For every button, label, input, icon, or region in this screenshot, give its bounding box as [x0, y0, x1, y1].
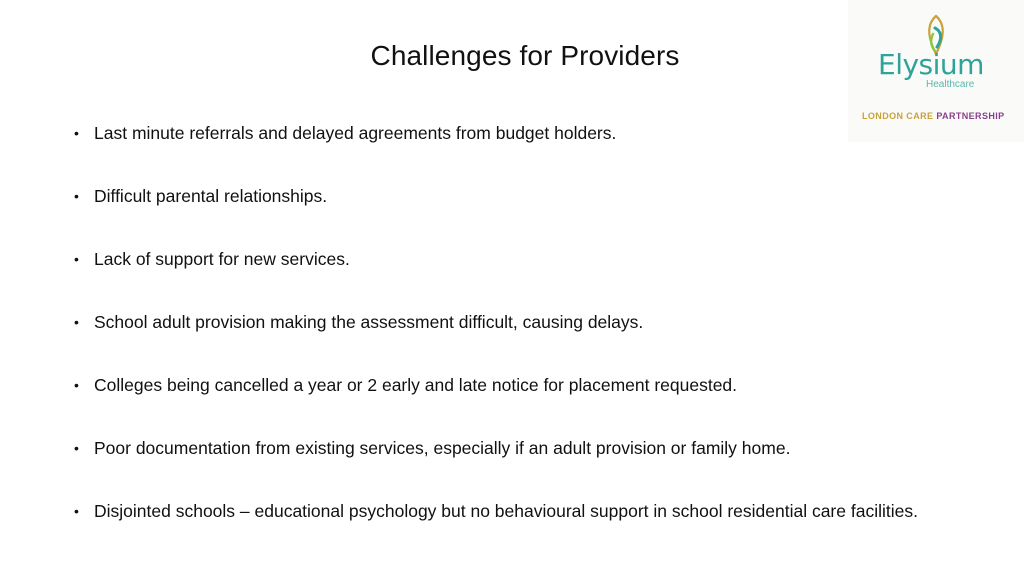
bullet-item	[74, 309, 918, 372]
partner-label-partnership: PARTNERSHIP	[936, 111, 1005, 121]
bullet-text: Disjointed schools – educational psychology but no behavioural support in school residential care facilities.	[94, 501, 918, 521]
bullet-list	[74, 120, 918, 561]
partner-label-london-care: LONDON CARE	[862, 111, 934, 121]
bullet-item	[74, 435, 918, 498]
bullet-text: Last minute referrals and delayed agreements from budget holders.	[94, 123, 617, 143]
bullet-text: Colleges being cancelled a year or 2 early and late notice for placement requested.	[94, 375, 738, 395]
logo-wordmark: Elysium	[878, 48, 984, 81]
bullet-marker: •	[74, 125, 79, 141]
bullet-text: Lack of support for new services.	[94, 249, 350, 269]
bullet-item	[74, 183, 918, 246]
bullet-text: Poor documentation from existing services, especially if an adult provision or family home.	[94, 438, 791, 458]
bullet-item	[74, 372, 918, 435]
slide-title: Challenges for Providers	[370, 40, 680, 71]
bullet-marker: •	[74, 503, 79, 519]
bullet-text: Difficult parental relationships.	[94, 186, 328, 206]
elysium-logo	[848, 0, 1024, 142]
bullet-marker: •	[74, 440, 79, 456]
bullet-marker: •	[74, 251, 79, 267]
bullet-item	[74, 120, 918, 183]
bullet-item	[74, 246, 918, 309]
logo-subtitle: Healthcare	[926, 79, 975, 90]
bullet-marker: •	[74, 377, 79, 393]
bullet-marker: •	[74, 314, 79, 330]
logo-partnership	[862, 110, 1005, 122]
bullet-text: School adult provision making the assessment difficult, causing delays.	[94, 312, 644, 332]
bullet-item	[74, 498, 918, 561]
bullet-marker: •	[74, 188, 79, 204]
